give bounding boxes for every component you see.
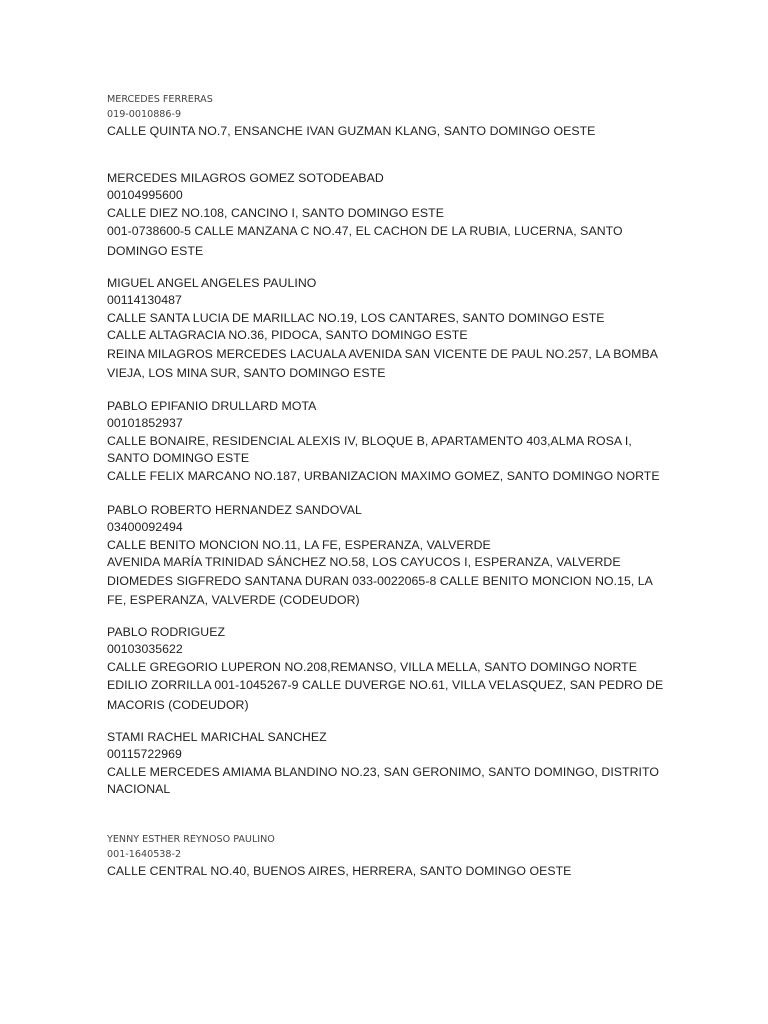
entry-address: 001-0738600-5 CALLE MANZANA C NO.47, EL CACHON DE LA RUBIA, LUCERNA, SANTO DOMINGO ESTE [107,224,623,258]
entry-miguel-angel [107,275,667,384]
entry-codeudor: REINA MILAGROS MERCEDES LACUALA AVENIDA SAN VICENTE DE PAUL NO.257, LA BOMBA VIEJA, LOS MINA SUR, SANTO DOMINGO ESTE [107,346,658,381]
entry-address: CALLE GREGORIO LUPERON NO.208,REMANSO, VILLA MELLA, SANTO DOMINGO NORTE [107,659,637,674]
entry-mercedes-ferreras [107,92,667,140]
entry-pablo-epifanio [107,398,667,485]
entry-address: CALLE SANTA LUCIA DE MARILLAC NO.19, LOS CANTARES, SANTO DOMINGO ESTE [107,310,605,325]
entry-address: CALLE FELIX MARCANO NO.187, URBANIZACION MAXIMO GOMEZ, SANTO DOMINGO NORTE [107,468,660,483]
entry-name: PABLO RODRIGUEZ [107,625,226,639]
entry-address: CALLE DIEZ NO.108, CANCINO I, SANTO DOMINGO ESTE [107,205,444,220]
entry-address: CALLE QUINTA NO.7, ENSANCHE IVAN GUZMAN KLANG, SANTO DOMINGO OESTE [107,124,596,138]
entry-pablo-rodriguez [107,624,667,715]
entry-name: PABLO EPIFANIO DRULLARD MOTA [107,399,317,413]
entry-mercedes-milagros [107,170,667,261]
entry-id: 03400092494 [107,520,183,535]
entry-name: MIGUEL ANGEL ANGELES PAULINO [107,276,317,290]
entry-codeudor: EDILIO ZORRILLA 001-1045267-9 CALLE DUVERGE NO.61, VILLA VELASQUEZ, SAN PEDRO DE MACORIS (CODEUDOR) [107,678,664,712]
entry-id: 00115722969 [107,747,182,762]
entry-address: CALLE BONAIRE, RESIDENCIAL ALEXIS IV, BLOQUE B, APARTAMENTO 403,ALMA ROSA I, SANTO DOMINGO ESTE [107,433,632,466]
entry-id: 00101852937 [107,416,183,431]
entry-name: MERCEDES MILAGROS GOMEZ SOTODEABAD [107,171,384,185]
entry-yenny-esther [107,832,667,880]
entry-id: 019-0010886-9 [107,109,182,120]
entry-codeudor: DIOMEDES SIGFREDO SANTANA DURAN 033-0022065-8 CALLE BENITO MONCION NO.15, LA FE, ESPERANZA, VALVERDE (CODEUDOR) [107,573,653,608]
entry-id: 00103035622 [107,642,183,657]
entry-stami-rachel [107,729,667,799]
entry-name: YENNY ESTHER REYNOSO PAULINO [107,834,275,845]
entry-address: CALLE BENITO MONCION NO.11, LA FE, ESPERANZA, VALVERDE [107,537,491,552]
entry-address: CALLE CENTRAL NO.40, BUENOS AIRES, HERRERA, SANTO DOMINGO OESTE [107,864,572,878]
entry-id: 001-1640538-2 [107,849,182,860]
entry-id: 00104995600 [107,188,183,203]
entry-address: CALLE MERCEDES AMIAMA BLANDINO NO.23, SAN GERONIMO, SANTO DOMINGO, DISTRITO NACIONAL [107,764,659,797]
entry-name: PABLO ROBERTO HERNANDEZ SANDOVAL [107,503,362,517]
entry-address: AVENIDA MARÍA TRINIDAD SÁNCHEZ NO.58, LOS CAYUCOS I, ESPERANZA, VALVERDE [107,555,621,570]
entry-id: 00114130487 [107,293,182,308]
entry-name: STAMI RACHEL MARICHAL SANCHEZ [107,730,327,744]
entry-pablo-roberto [107,502,667,611]
entry-address: CALLE ALTAGRACIA NO.36, PIDOCA, SANTO DOMINGO ESTE [107,328,468,343]
entry-name: MERCEDES FERRERAS [107,94,213,105]
